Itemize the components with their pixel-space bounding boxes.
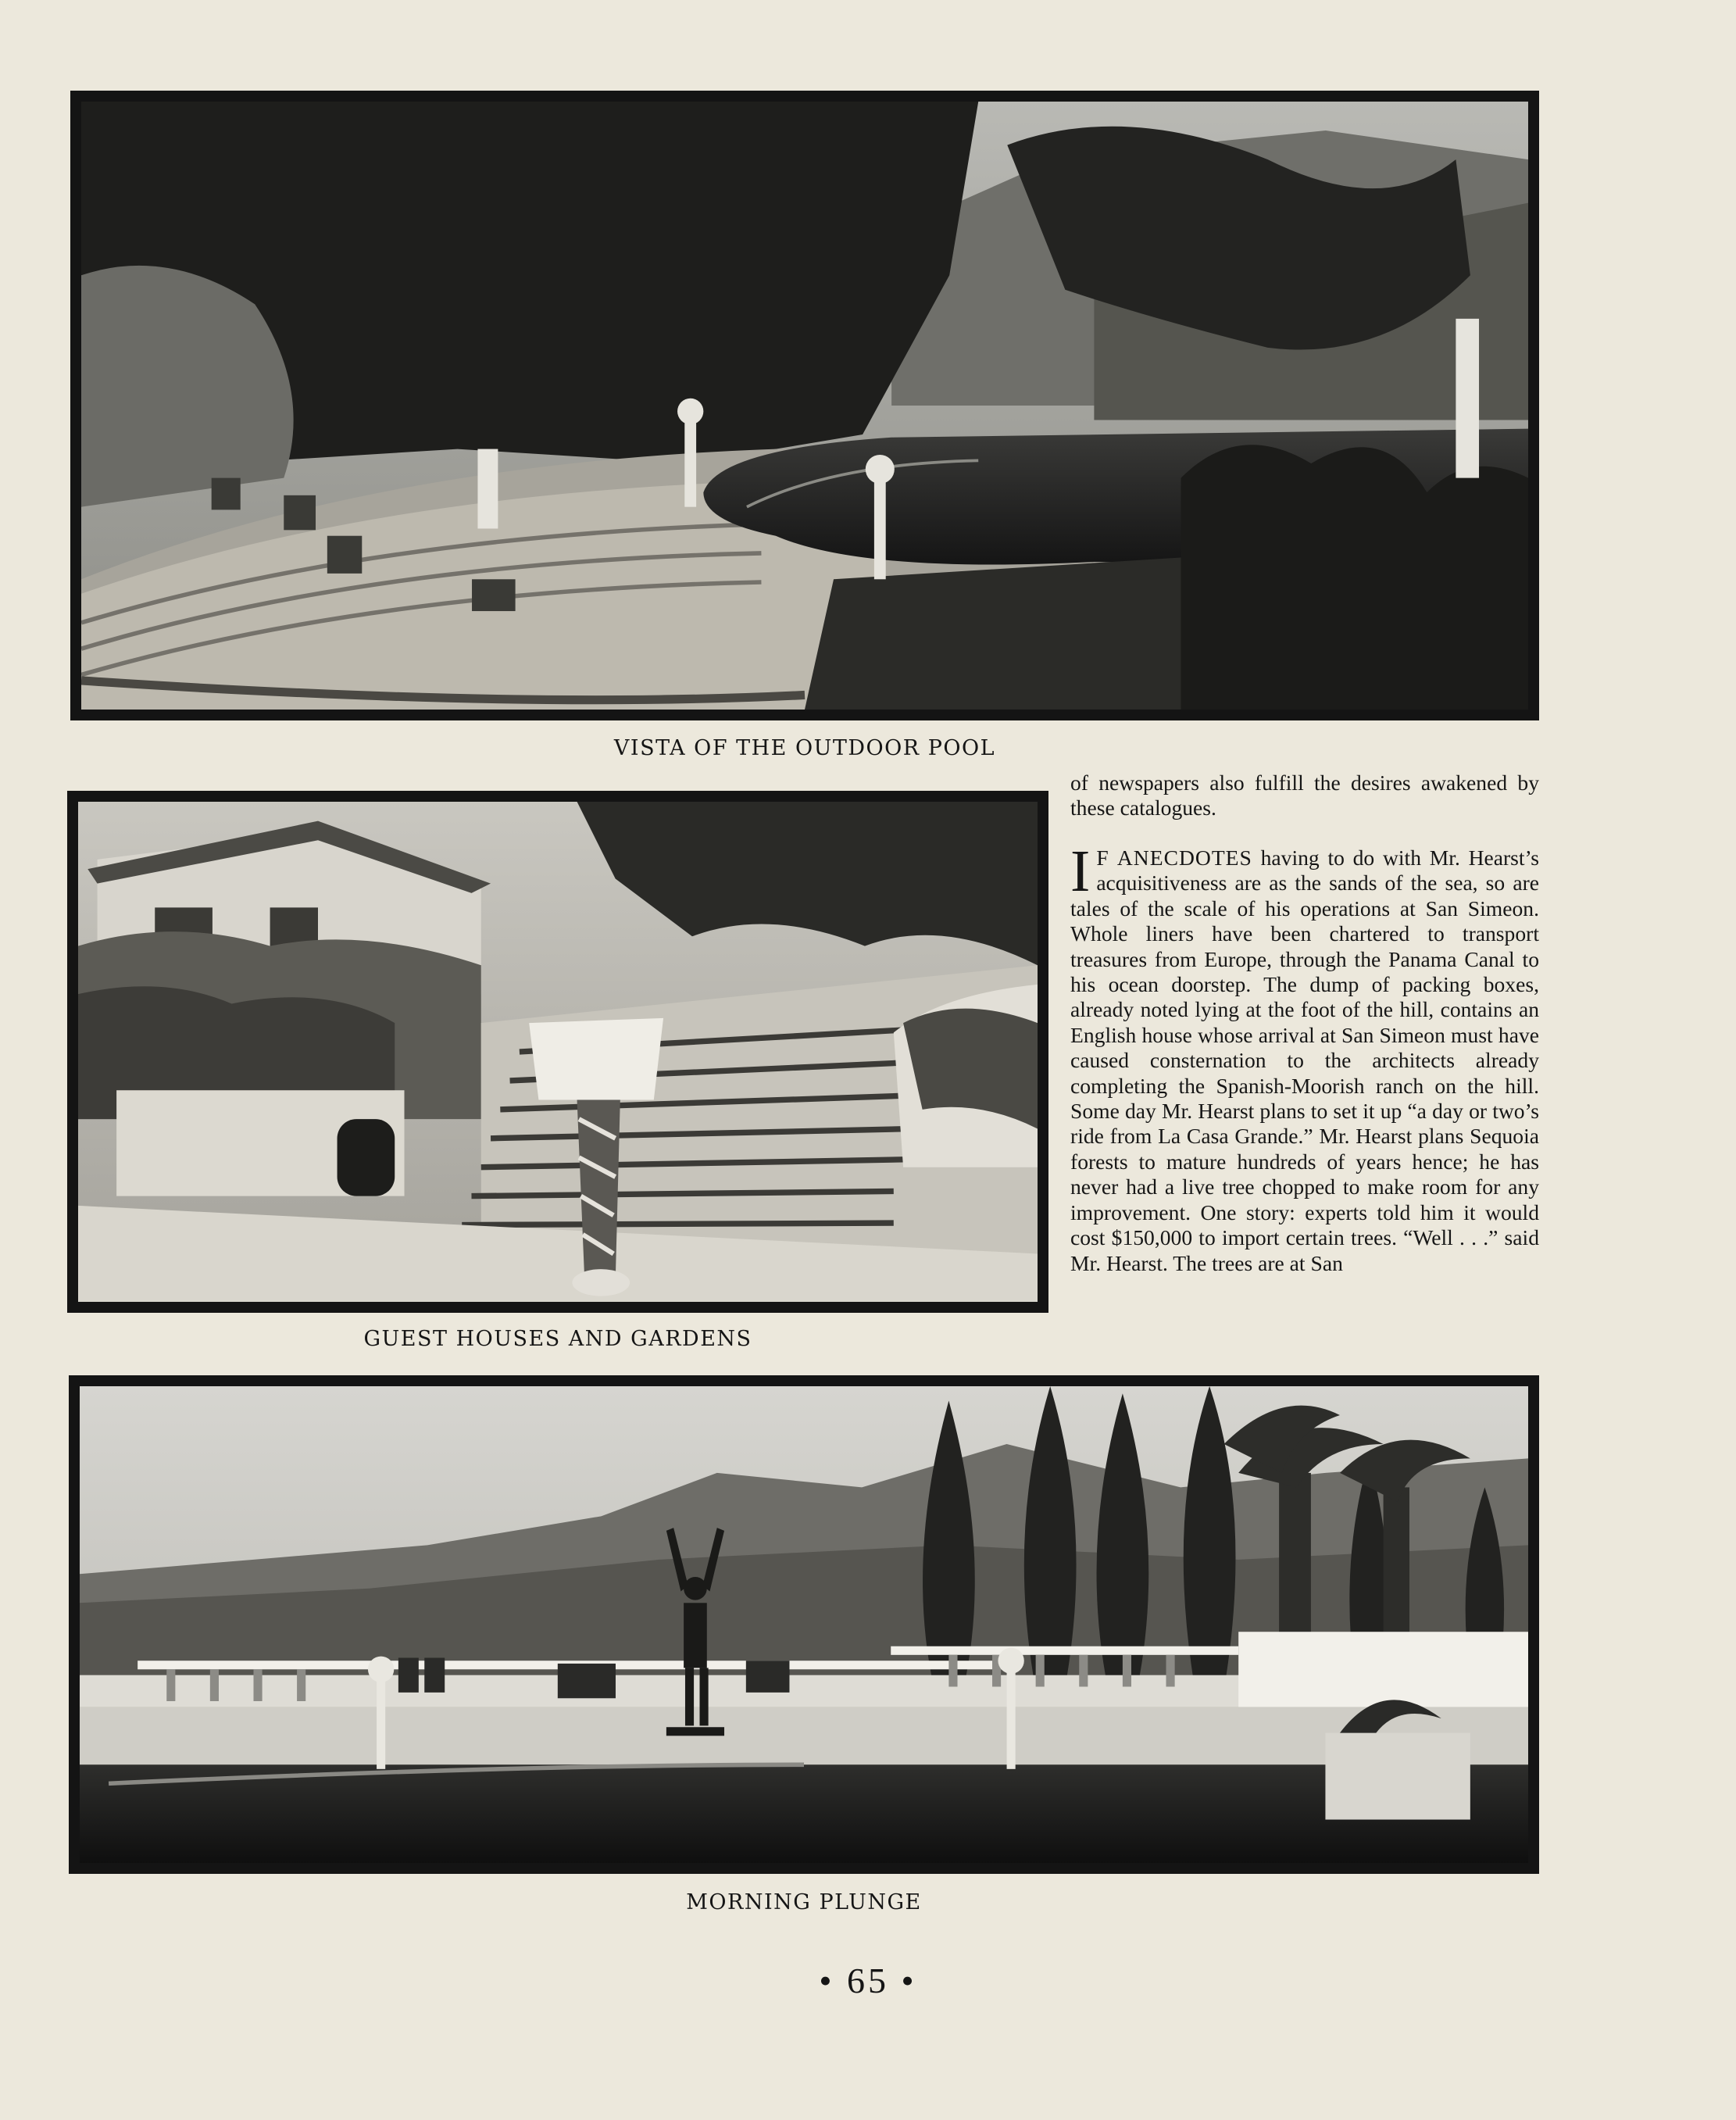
drop-cap: I xyxy=(1070,838,1091,904)
article-paragraph xyxy=(1070,838,1539,1276)
morning-plunge-image xyxy=(80,1386,1528,1863)
photo-guest-houses xyxy=(67,791,1048,1313)
page-number: • 65 • xyxy=(819,1961,917,2000)
photo-morning-plunge xyxy=(69,1375,1539,1874)
outdoor-pool-image xyxy=(81,102,1528,710)
lead-in: F ANECDOTES xyxy=(1096,845,1252,870)
caption-morning-plunge: MORNING PLUNGE xyxy=(686,1890,922,1914)
article-continuation: of newspapers also fulfill the desires awakened by these catalogues. xyxy=(1070,770,1539,820)
caption-guest-houses: GUEST HOUSES AND GARDENS xyxy=(363,1327,752,1351)
photo-outdoor-pool xyxy=(70,91,1539,720)
caption-outdoor-pool: VISTA OF THE OUTDOOR POOL xyxy=(613,736,996,760)
guest-houses-image xyxy=(78,802,1038,1302)
article-body: having to do with Mr. Hearst’s acquisitiveness are as the sands of the sea, so are tales of the scale of his operations at San Simeon. Whole liners have been chartered to transport treasures from Europe, through the Panama Canal to his ocean doorstep. The dump of packing boxes, already noted lying at the foot of the hill, contains an English house whose arrival at San Simeon must have caused consternation to the architects already completing the Spanish-Moorish ranch on the hill. Some day Mr. Hearst plans to set it up “a day or two’s ride from La Casa Grande.” Mr. Hearst plans Sequoia forests to mature hundreds of years hence; he has never had a live tree chopped to make room for any improvement. One story: experts told him it would cost $150,000 to import certain trees. “Well . . .” said Mr. Hearst. The trees are at San xyxy=(1070,845,1539,1275)
